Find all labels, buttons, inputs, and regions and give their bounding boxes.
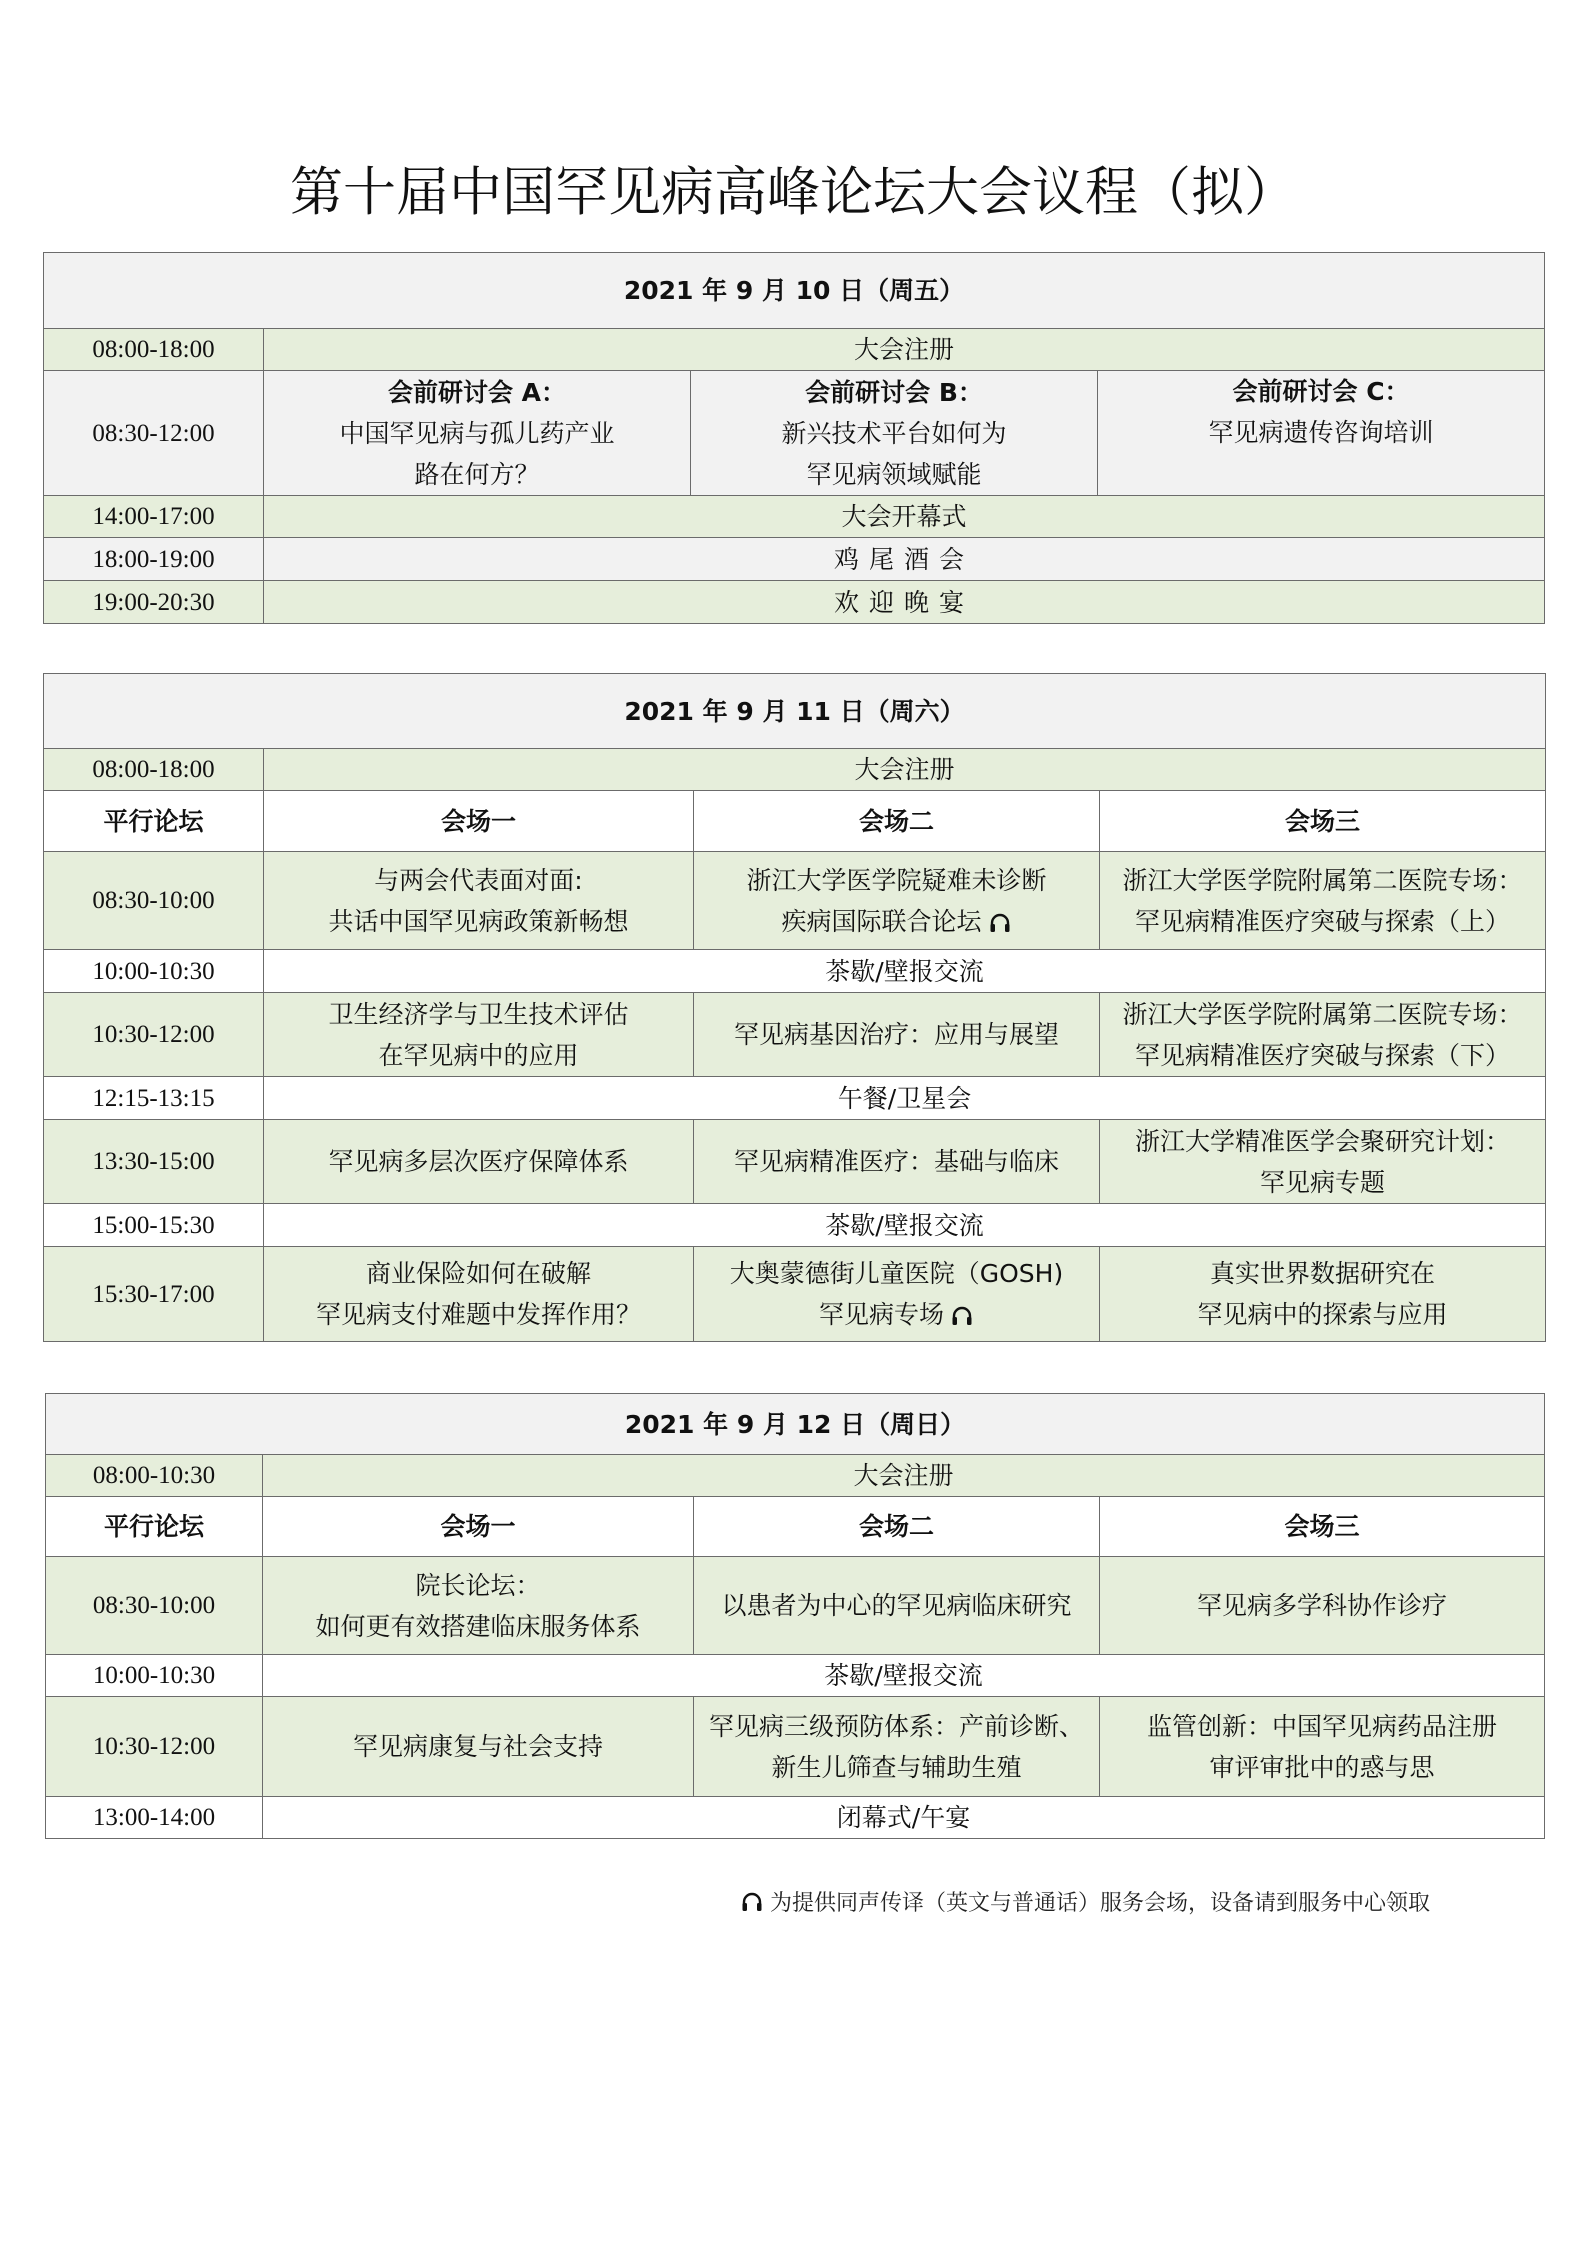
- day1-table: [43, 252, 1545, 624]
- time-cell: 08:30-12:00: [44, 371, 264, 496]
- session-line: 浙江大学医学院附属第二医院专场：: [1122, 865, 1523, 895]
- session-cell: [694, 1697, 1100, 1797]
- session-line: 罕见病精准医疗突破与探索（下）: [1135, 1040, 1511, 1070]
- registration-cell: 大会注册: [264, 749, 1546, 791]
- time-cell: 10:30-12:00: [46, 1697, 263, 1797]
- session-cell: [694, 1557, 1100, 1655]
- time-cell: 08:00-10:30: [46, 1455, 263, 1497]
- session-line: 大奥蒙德街儿童医院（GOSH): [729, 1259, 1064, 1288]
- break-cell: 茶歇/壁报交流: [264, 1204, 1546, 1247]
- workshop-c: [1098, 371, 1545, 496]
- break-cell: 茶歇/壁报交流: [264, 950, 1546, 993]
- workshop-a-line: 路在何方？: [414, 459, 540, 489]
- session-line: 监管创新：中国罕见病药品注册: [1147, 1711, 1498, 1741]
- session-line: 与两会代表面对面:: [374, 865, 583, 895]
- session-line: 浙江大学医学院附属第二医院专场：: [1122, 999, 1523, 1029]
- session-cell: [1100, 1247, 1546, 1342]
- session-cell: [263, 1557, 694, 1655]
- time-cell: 10:00-10:30: [46, 1655, 263, 1697]
- time-cell: 08:30-10:00: [46, 1557, 263, 1655]
- time-cell: 19:00-20:30: [44, 581, 264, 624]
- headphones-icon: [950, 1304, 974, 1328]
- interpretation-footnote: [740, 1884, 1520, 1924]
- session-line: 如何更有效搭建临床服务体系: [315, 1611, 641, 1641]
- time-cell: 18:00-19:00: [44, 538, 264, 581]
- session-line: 罕见病精准医疗突破与探索（上）: [1135, 906, 1511, 936]
- session-line: 罕见病多层次医疗保障体系: [328, 1147, 629, 1176]
- session-cell: [1100, 1697, 1545, 1797]
- session-line: 罕见病康复与社会支持: [352, 1732, 603, 1761]
- time-cell: 13:30-15:00: [44, 1120, 264, 1204]
- session-line: 罕见病多学科协作诊疗: [1197, 1591, 1448, 1620]
- registration-cell: 大会注册: [264, 329, 1545, 371]
- session-line: 审评审批中的惑与思: [1209, 1752, 1435, 1782]
- session-line: 浙江大学精准医学会聚研究计划：: [1135, 1126, 1511, 1156]
- session-line: 罕见病三级预防体系：产前诊断、: [708, 1711, 1084, 1741]
- session-line: 罕见病中的探索与应用: [1197, 1300, 1448, 1329]
- session-line: 罕见病专题: [1260, 1167, 1386, 1197]
- time-cell: 12:15-13:15: [44, 1077, 264, 1120]
- column-header: 会场三: [1100, 1497, 1545, 1557]
- workshop-b-line: 罕见病领域赋能: [806, 459, 982, 489]
- session-cell: [264, 852, 694, 950]
- session-line: 院长论坛：: [415, 1570, 541, 1600]
- workshop-c-label: 会前研讨会 C：: [1232, 377, 1410, 406]
- session-line: 共话中国罕见病政策新畅想: [328, 906, 629, 936]
- workshop-b-line: 新兴技术平台如何为: [781, 418, 1007, 448]
- workshop-a-label: 会前研讨会 A：: [387, 377, 567, 407]
- day3-table: [45, 1393, 1545, 1839]
- workshop-a: [264, 371, 691, 496]
- session-line: 罕见病精准医疗：基础与临床: [733, 1147, 1059, 1176]
- session-line: 罕见病专场: [818, 1300, 944, 1329]
- session-line: 卫生经济学与卫生技术评估: [328, 999, 629, 1029]
- session-cell: [1100, 1120, 1546, 1204]
- session-cell: [1100, 852, 1546, 950]
- time-cell: 13:00-14:00: [46, 1797, 263, 1839]
- opening-ceremony-cell: 大会开幕式: [264, 496, 1545, 538]
- welcome-dinner-cell: 欢迎晚宴: [264, 581, 1545, 624]
- time-cell: 08:00-18:00: [44, 329, 264, 371]
- time-cell: 10:30-12:00: [44, 993, 264, 1077]
- page-title: 第十届中国罕见病高峰论坛大会议程（拟）: [290, 162, 1297, 223]
- column-header: 会场一: [264, 791, 694, 852]
- time-cell: 15:00-15:30: [44, 1204, 264, 1247]
- session-line: 在罕见病中的应用: [378, 1040, 579, 1070]
- column-header: 会场三: [1100, 791, 1546, 852]
- column-header: 平行论坛: [44, 791, 264, 852]
- footnote-text: 为提供同声传译（英文与普通话）服务会场，设备请到服务中心领取: [770, 1891, 1431, 1916]
- session-cell: [1100, 1557, 1545, 1655]
- workshop-c-line: 罕见病遗传咨询培训: [1208, 418, 1434, 447]
- lunch-cell: 午餐/卫星会: [264, 1077, 1546, 1120]
- column-header: 会场二: [694, 791, 1100, 852]
- session-cell: [264, 1120, 694, 1204]
- column-header: 平行论坛: [46, 1497, 263, 1557]
- registration-cell: 大会注册: [263, 1455, 1545, 1497]
- session-line: 真实世界数据研究在: [1210, 1259, 1436, 1288]
- day2-table: [43, 673, 1546, 1342]
- session-cell: [264, 993, 694, 1077]
- time-cell: 15:30-17:00: [44, 1247, 264, 1342]
- day1-date: 2021 年 9 月 10 日（周五）: [44, 253, 1545, 329]
- session-line: 新生儿筛查与辅助生殖: [771, 1752, 1022, 1782]
- session-cell: [1100, 993, 1546, 1077]
- session-cell: [263, 1697, 694, 1797]
- time-cell: 08:30-10:00: [44, 852, 264, 950]
- headphones-icon: [988, 911, 1012, 935]
- headphones-icon: [740, 1890, 764, 1914]
- day2-date: 2021 年 9 月 11 日（周六）: [44, 674, 1546, 749]
- session-cell: [694, 1247, 1100, 1342]
- session-line: 以患者为中心的罕见病临床研究: [721, 1591, 1072, 1620]
- day3-date: 2021 年 9 月 12 日（周日）: [46, 1394, 1545, 1455]
- workshop-b-label: 会前研讨会 B：: [805, 377, 983, 407]
- session-cell: [264, 1247, 694, 1342]
- session-line: 商业保险如何在破解: [365, 1259, 591, 1288]
- cocktail-cell: 鸡尾酒会: [264, 538, 1545, 581]
- column-header: 会场一: [263, 1497, 694, 1557]
- time-cell: 08:00-18:00: [44, 749, 264, 791]
- session-line: 疾病国际联合论坛: [781, 906, 982, 936]
- workshop-a-line: 中国罕见病与孤儿药产业: [339, 418, 615, 448]
- session-cell: [694, 852, 1100, 950]
- session-cell: [694, 1120, 1100, 1204]
- time-cell: 14:00-17:00: [44, 496, 264, 538]
- closing-cell: 闭幕式/午宴: [263, 1797, 1545, 1839]
- column-header: 会场二: [694, 1497, 1100, 1557]
- session-cell: [694, 993, 1100, 1077]
- session-line: 罕见病支付难题中发挥作用？: [315, 1300, 641, 1329]
- time-cell: 10:00-10:30: [44, 950, 264, 993]
- break-cell: 茶歇/壁报交流: [263, 1655, 1545, 1697]
- workshop-b: [691, 371, 1098, 496]
- session-line: 罕见病基因治疗：应用与展望: [733, 1020, 1059, 1049]
- session-line: 浙江大学医学院疑难未诊断: [746, 865, 1047, 895]
